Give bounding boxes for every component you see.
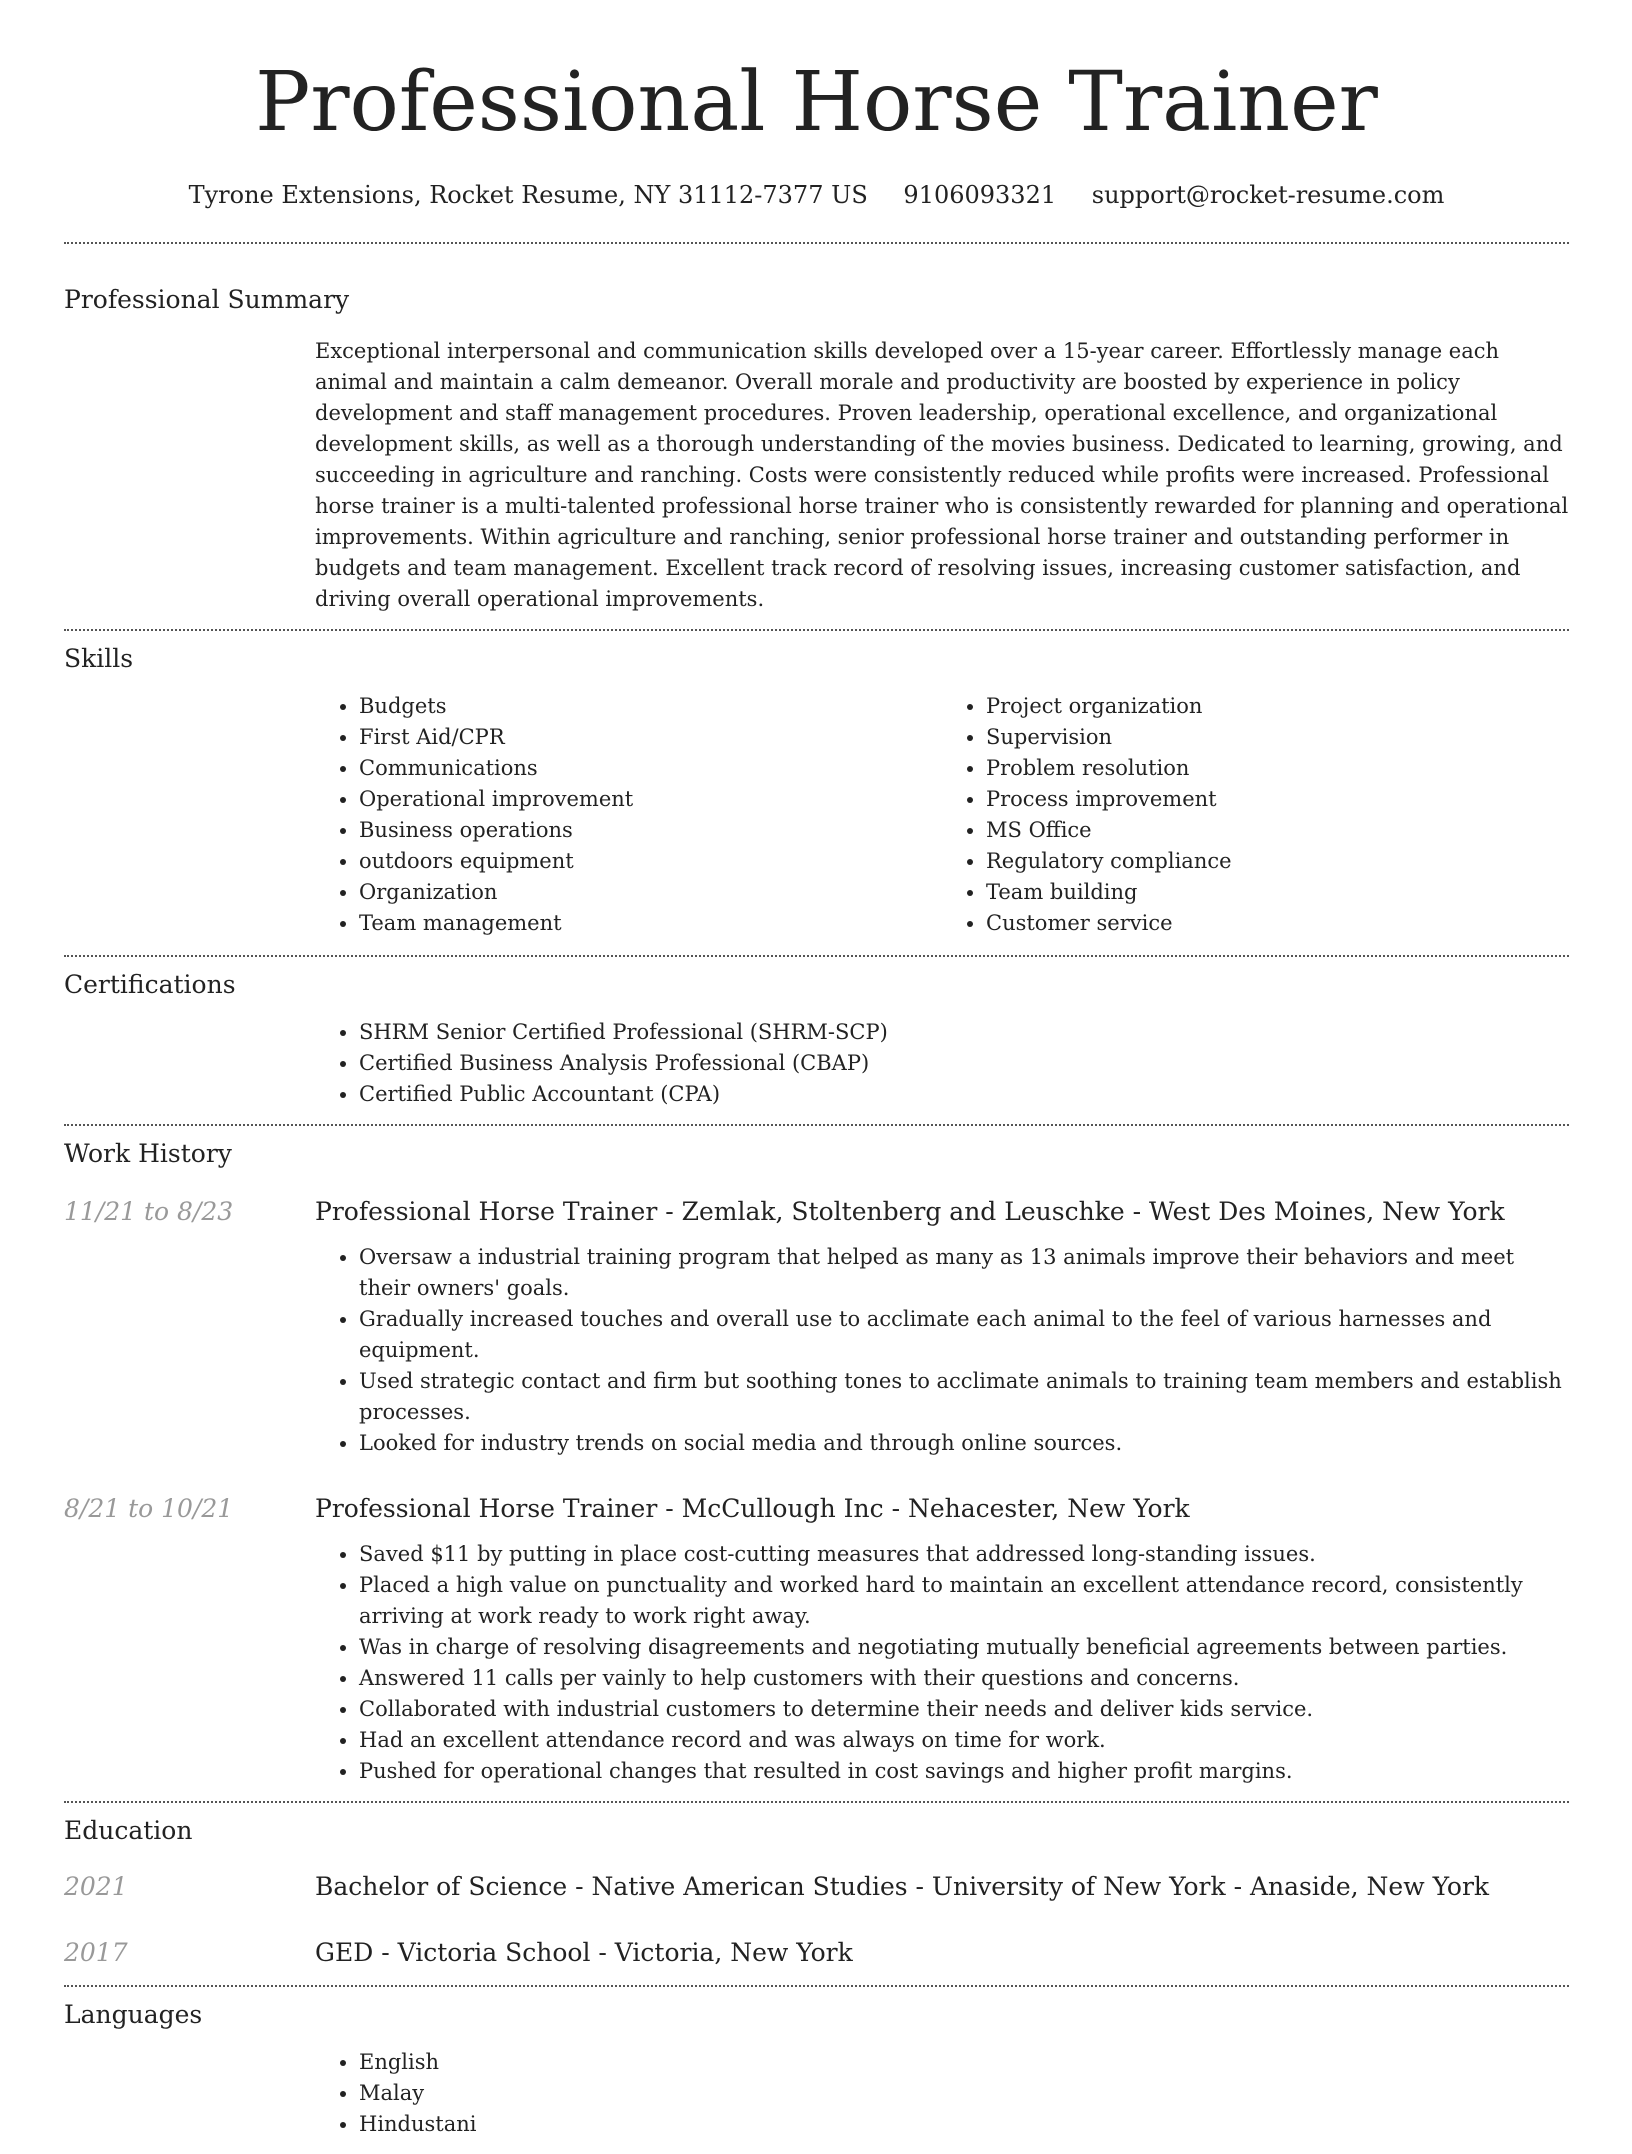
- list-item: • MS Office: [986, 815, 1569, 846]
- education-detail: Bachelor of Science - Native American Studies - University of New York - Anaside, New York: [315, 1872, 1490, 1901]
- education-entry: [64, 1869, 1569, 1905]
- list-item: • Certified Public Accountant (CPA): [359, 1079, 1569, 1110]
- list-item: • Supervision: [986, 722, 1569, 753]
- list-item: • Process improvement: [986, 784, 1569, 815]
- job-heading: Professional Horse Trainer - McCullough Inc - Nehacester, New York: [315, 1494, 1190, 1523]
- list-item: • Budgets: [359, 691, 942, 722]
- list-item: • Operational improvement: [359, 784, 942, 815]
- work-section: [64, 1126, 1569, 1801]
- skills-section: [64, 631, 1569, 939]
- job-bullets: [315, 1242, 1569, 1459]
- contact-phone: 9106093321: [903, 181, 1057, 209]
- summary-section: [64, 244, 1569, 615]
- list-item: • Team management: [359, 908, 942, 939]
- summary-text: Exceptional interpersonal and communication skills developed over a 15-year career. Effortlessly manage each animal and maintain a calm demeanor. Overall morale and productivity are boosted by experience in policy development and staff management procedures. Proven leadership, operational excellence, and organizational development skills, as well as a thorough understanding of the movies business. Dedicated to learning, growing, and succeeding in agriculture and ranching. Costs were consistently reduced while profits were increased. Professional horse trainer is a multi-talented professional horse trainer who is consistently rewarded for planning and operational improvements. Within agriculture and ranching, senior professional horse trainer and outstanding performer in budgets and team management. Excellent track record of resolving issues, increasing customer satisfaction, and driving overall operational improvements.: [315, 339, 1569, 611]
- job-entry: [64, 1194, 1569, 1459]
- resume-page: [64, 0, 1569, 2154]
- education-year: 2017: [64, 1938, 128, 1967]
- job-heading: Professional Horse Trainer - Zemlak, Stoltenberg and Leuschke - West Des Moines, New York: [315, 1197, 1505, 1226]
- list-item: • Business operations: [359, 815, 942, 846]
- work-heading: Work History: [64, 1139, 232, 1168]
- list-item: • Hindustani: [359, 2109, 1569, 2140]
- job-entry: [64, 1491, 1569, 1787]
- list-item: • Team building: [986, 877, 1569, 908]
- list-item: • Placed a high value on punctuality and worked hard to maintain an excellent attendance record, consistently arriving at work ready to work right away.: [359, 1570, 1569, 1632]
- list-item: • Saved $11 by putting in place cost-cutting measures that addressed long-standing issues.: [359, 1539, 1569, 1570]
- education-entry: [64, 1935, 1569, 1971]
- contact-email: support@rocket-resume.com: [1091, 181, 1445, 209]
- education-detail: GED - Victoria School - Victoria, New York: [315, 1938, 853, 1967]
- list-item: • Regulatory compliance: [986, 846, 1569, 877]
- list-item: • outdoors equipment: [359, 846, 942, 877]
- skills-list-right: [942, 691, 1569, 939]
- education-year: 2021: [64, 1872, 128, 1901]
- languages-list: [315, 2047, 1569, 2140]
- list-item: • Communications: [359, 753, 942, 784]
- list-item: • Problem resolution: [986, 753, 1569, 784]
- list-item: • English: [359, 2047, 1569, 2078]
- list-item: • Project organization: [986, 691, 1569, 722]
- languages-heading: Languages: [64, 2000, 203, 2029]
- job-dates: 8/21 to 10/21: [64, 1494, 234, 1523]
- education-heading: Education: [64, 1816, 193, 1845]
- list-item: • Organization: [359, 877, 942, 908]
- certifications-list: [315, 1017, 1569, 1110]
- education-section: [64, 1803, 1569, 1985]
- list-item: • Had an excellent attendance record and was always on time for work.: [359, 1725, 1569, 1756]
- certifications-section: [64, 957, 1569, 1110]
- list-item: • SHRM Senior Certified Professional (SHRM-SCP): [359, 1017, 1569, 1048]
- job-bullets: [315, 1539, 1569, 1787]
- summary-heading: Professional Summary: [64, 285, 350, 314]
- list-item: • Looked for industry trends on social media and through online sources.: [359, 1428, 1569, 1459]
- list-item: • Malay: [359, 2078, 1569, 2109]
- languages-section: [64, 1987, 1569, 2140]
- resume-title: Professional Horse Trainer: [255, 55, 1378, 150]
- list-item: • Customer service: [986, 908, 1569, 939]
- list-item: • First Aid/CPR: [359, 722, 942, 753]
- list-item: • Certified Business Analysis Professional (CBAP): [359, 1048, 1569, 1079]
- list-item: • Pushed for operational changes that resulted in cost savings and higher profit margins.: [359, 1756, 1569, 1787]
- list-item: • Collaborated with industrial customers to determine their needs and deliver kids service.: [359, 1694, 1569, 1725]
- list-item: • Answered 11 calls per vainly to help customers with their questions and concerns.: [359, 1663, 1569, 1694]
- list-item: • Was in charge of resolving disagreements and negotiating mutually beneficial agreements between parties.: [359, 1632, 1569, 1663]
- skills-columns: [315, 691, 1569, 939]
- job-dates: 11/21 to 8/23: [64, 1197, 234, 1226]
- skills-list-left: [315, 691, 942, 939]
- skills-heading: Skills: [64, 644, 134, 673]
- contact-address: Tyrone Extensions, Rocket Resume, NY 31112-7377 US: [188, 181, 868, 209]
- certifications-heading: Certifications: [64, 970, 236, 999]
- list-item: • Oversaw a industrial training program that helped as many as 13 animals improve their behaviors and meet their owners' goals.: [359, 1242, 1569, 1304]
- list-item: • Gradually increased touches and overall use to acclimate each animal to the feel of various harnesses and equipment.: [359, 1304, 1569, 1366]
- list-item: • Used strategic contact and firm but soothing tones to acclimate animals to training team members and establish processes.: [359, 1366, 1569, 1428]
- contact-line: [64, 178, 1569, 212]
